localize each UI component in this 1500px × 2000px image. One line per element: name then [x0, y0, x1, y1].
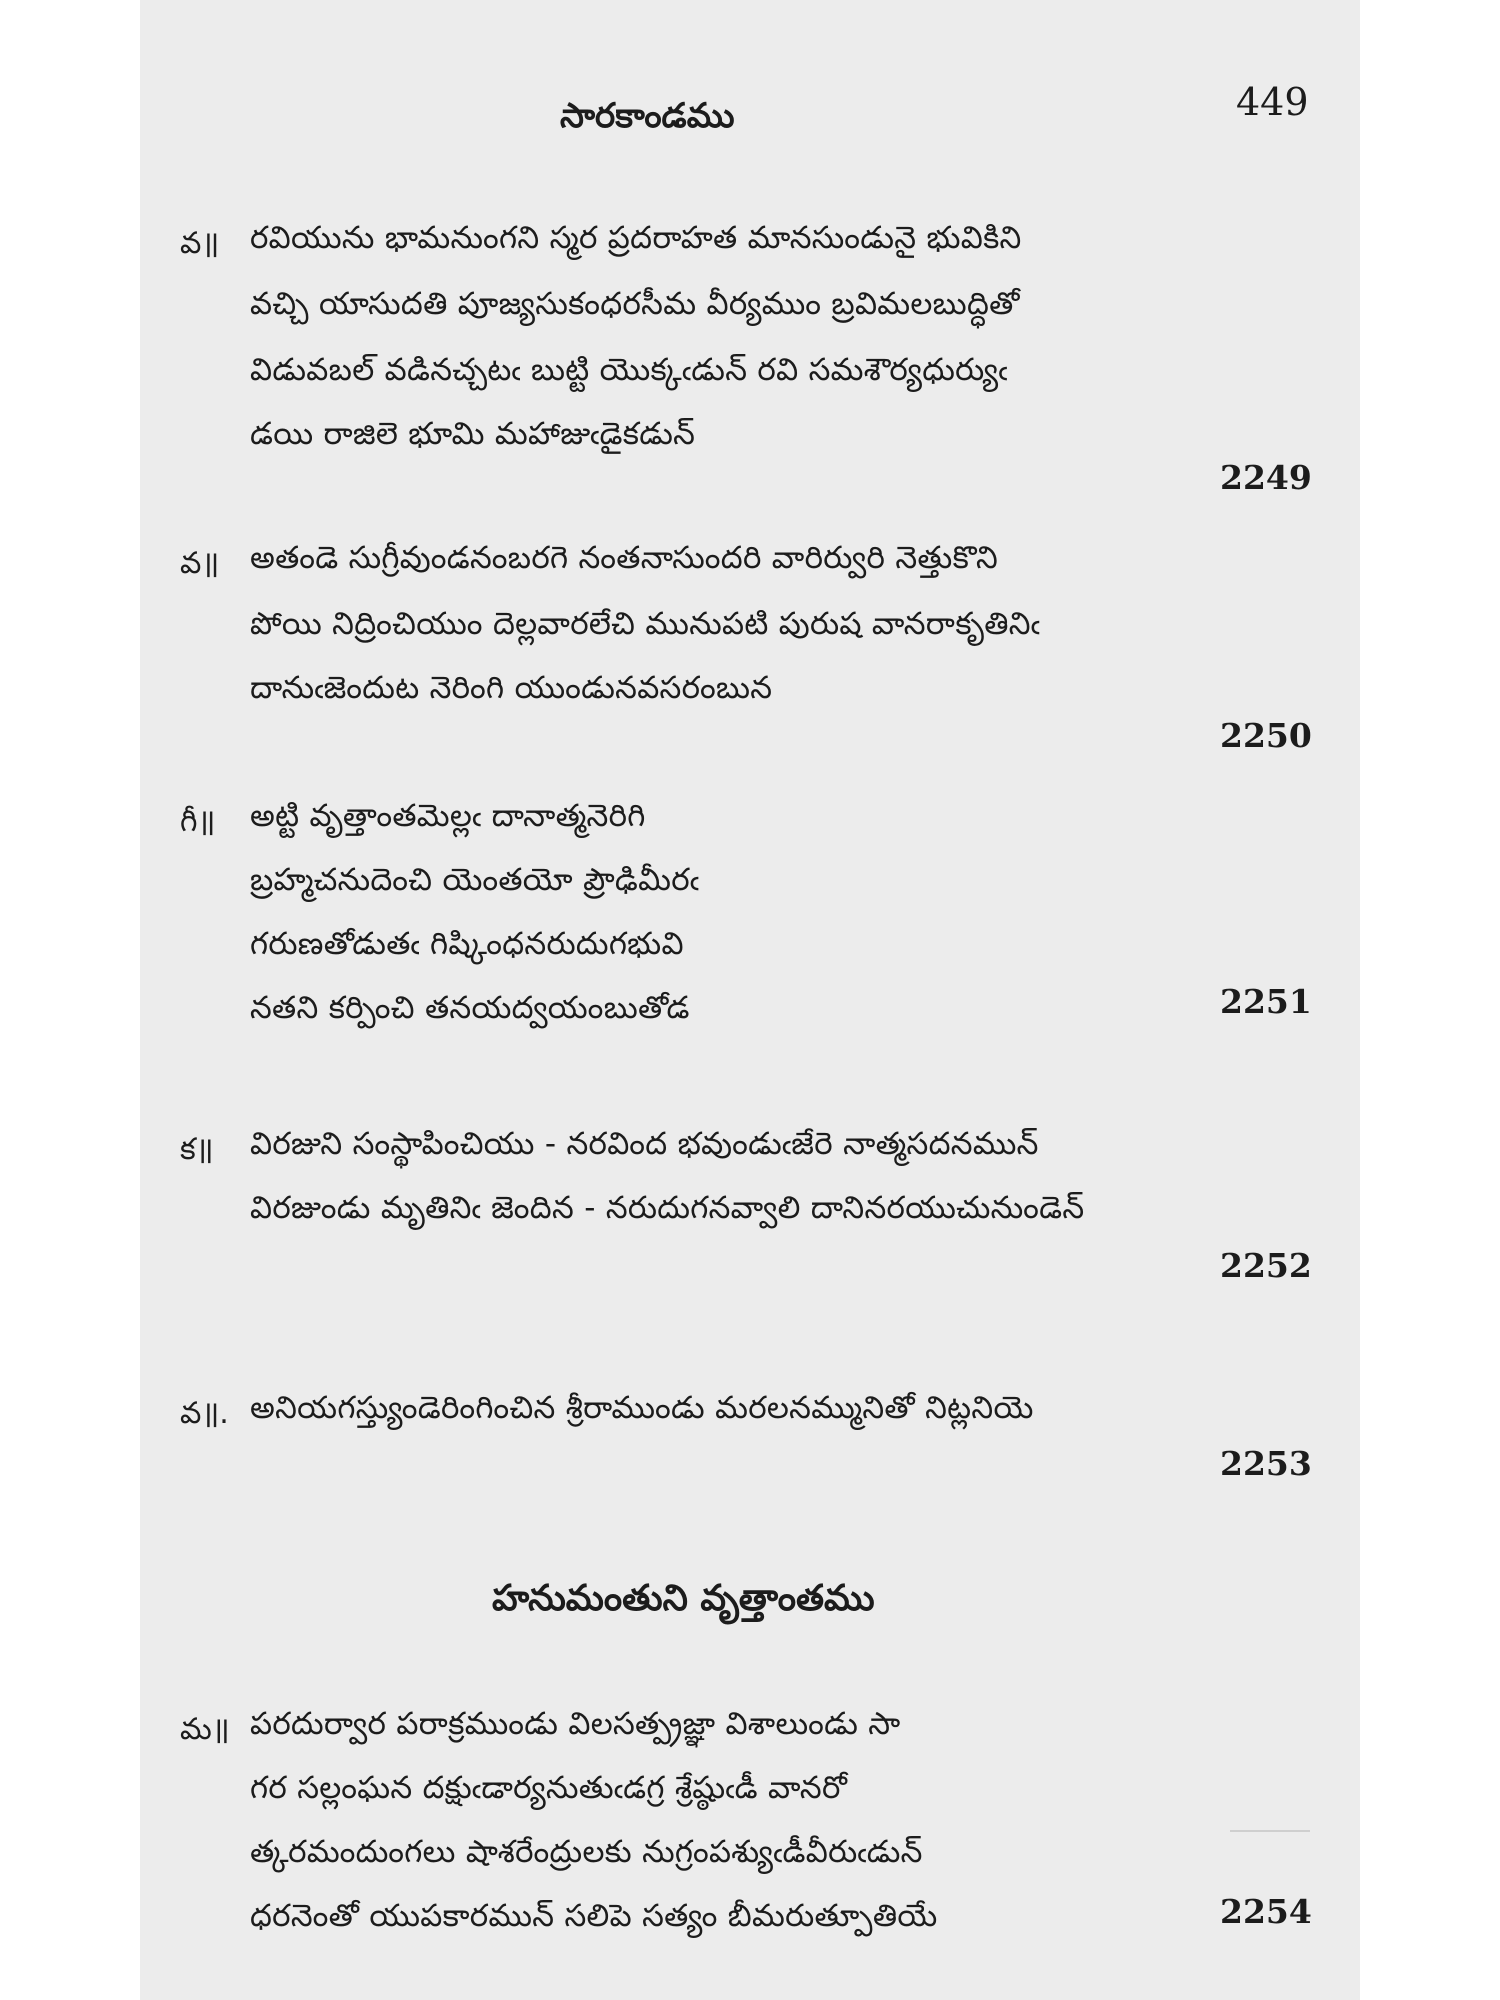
verse-line: అట్టి వృత్తాంతమెల్లఁ దానాత్మనెరిగి	[250, 798, 646, 834]
verse-line: ధరనెంతో యుపకారమున్ సలిపె సత్యం బీమరుత్పూతియే	[250, 1898, 938, 1934]
verse-number: 2253	[1220, 1444, 1312, 1483]
verse-number: 2254	[1220, 1892, 1312, 1931]
verse-line: పరదుర్వార పరాక్రముండు విలసత్ప్రజ్ఞా విశాలుండు సా	[250, 1706, 901, 1742]
verse-line: దానుఁజెందుట నెరింగి యుండునవసరంబున	[250, 670, 773, 706]
verse-marker: వ॥	[180, 226, 220, 261]
verse-number: 2251	[1220, 982, 1312, 1021]
verse-line: గరుణతోడుతఁ గిష్కింధనరుదుగభువి	[250, 926, 684, 962]
verse-line: డయి రాజిలె భూమి మహాజుఁడైకడున్	[250, 416, 696, 452]
section-title: హనుమంతుని వృత్తాంతము	[492, 1578, 875, 1619]
page-number: 449	[1236, 80, 1309, 124]
margin-left	[0, 0, 140, 2000]
verse-marker: వ॥	[180, 546, 220, 581]
bleed-through-1	[1230, 1830, 1310, 1852]
verse-number: 2250	[1220, 716, 1312, 755]
verse-line: విడువబల్ వడినచ్చటఁ బుట్టి యొక్కఁడున్ రవి సమశౌర్యధుర్యుఁ	[250, 352, 1008, 388]
verse-line: విరజుని సంస్థాపించియు - నరవింద భవుండుఁజేరె నాత్మసదనమున్	[250, 1126, 1039, 1162]
verse-line: వచ్చి యాసుదతి పూజ్యసుకంధరసీమ వీర్యముం బ్రవిమలబుద్ధితో	[250, 286, 1020, 322]
verse-line: అనియగస్త్యుండెరింగించిన శ్రీరాముండు మరలనమ్మునితో నిట్లనియె	[250, 1390, 1034, 1426]
verse-marker: క॥	[180, 1132, 214, 1167]
running-title: సారకాండము	[560, 96, 735, 136]
verse-marker: మ॥	[180, 1712, 230, 1747]
verse-line: బ్రహ్మచనుదెంచి యెంతయో ప్రౌఢిమీరఁ	[250, 862, 700, 898]
verse-number: 2249	[1220, 458, 1312, 497]
verse-line: గర సల్లంఘన దక్షుఁడార్యనుతుఁడగ్ర శ్రేష్ఠుఁడీ వానరో	[250, 1770, 848, 1806]
verse-number: 2252	[1220, 1246, 1312, 1285]
verse-marker: గీ॥	[180, 804, 216, 839]
verse-line: అతండె సుగ్రీవుండనంబరగె నంతనాసుందరి వారిర్వురి నెత్తుకొని	[250, 540, 999, 576]
margin-right	[1360, 0, 1500, 2000]
verse-line: త్కరమందుంగలు షాశరేంద్రులకు నుగ్రంపశ్యుఁడీవీరుఁడున్	[250, 1834, 923, 1870]
verse-line: పోయి నిద్రించియుం దెల్లవారలేచి మునుపటి పురుష వానరాకృతినిఁ	[250, 606, 1041, 642]
verse-marker: వ॥.	[180, 1396, 229, 1431]
verse-line: నతని కర్పించి తనయద్వయంబుతోడ	[250, 990, 690, 1026]
verse-line: విరజుండు మృతినిఁ జెందిన - నరుదుగనవ్వాలి దానినరయుచునుండెన్	[250, 1190, 1085, 1226]
verse-line: రవియును భామనుంగని స్మర ప్రదరాహత మానసుండునై భువికిని	[250, 220, 1022, 256]
